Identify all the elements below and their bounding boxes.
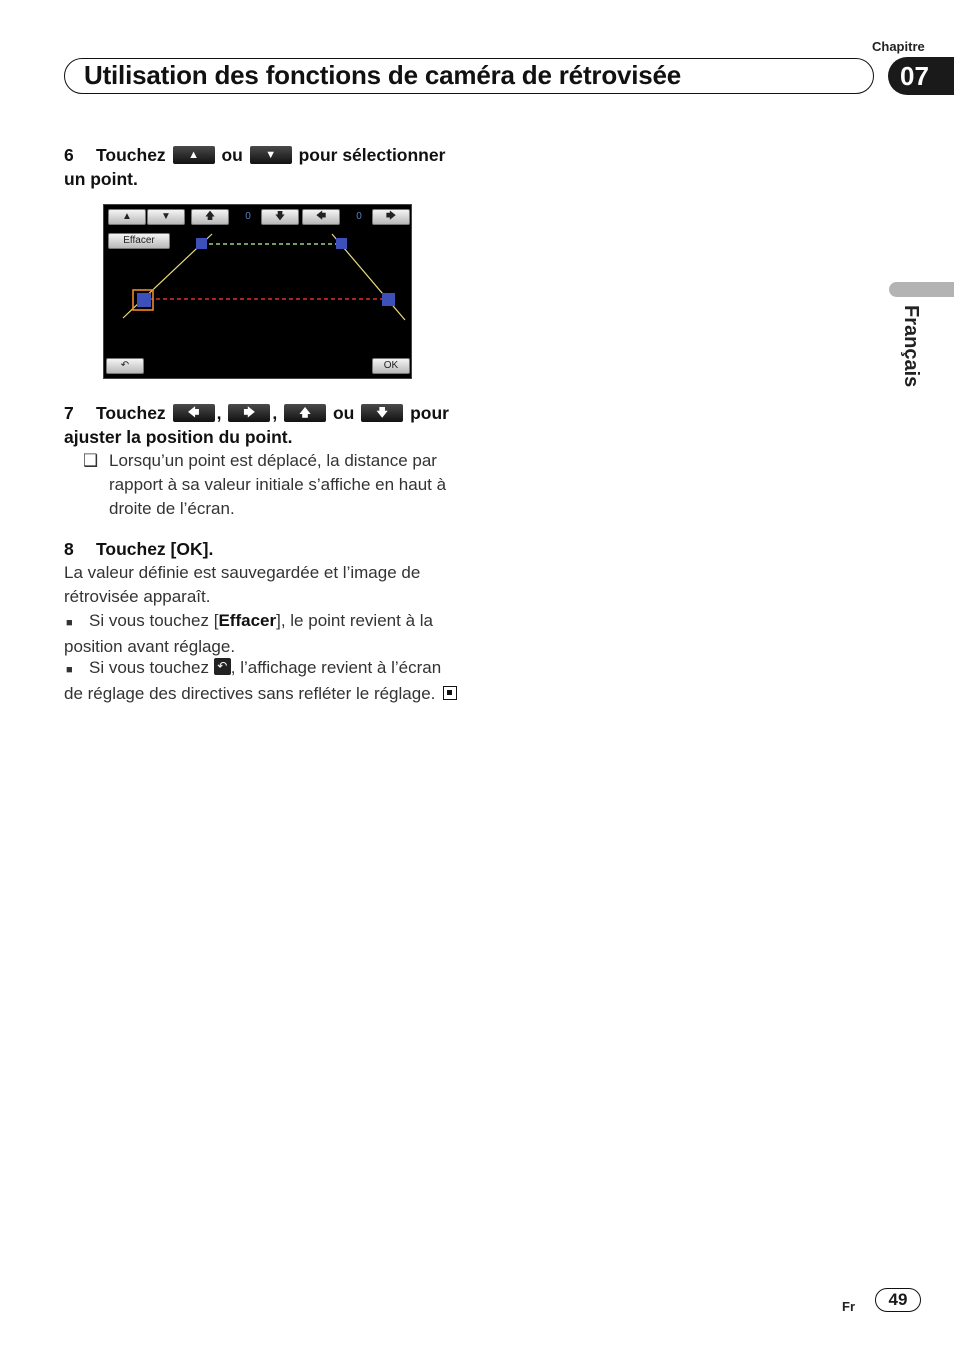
- chapter-label: Chapitre: [872, 39, 925, 54]
- ok-button[interactable]: OK: [372, 358, 410, 374]
- clear-button[interactable]: Effacer: [108, 233, 170, 249]
- right-arrow-icon: 🡆: [228, 404, 270, 422]
- bullet-2-b: , l’affichage revient à l’écran de réglage des directives sans refléter le réglage.: [64, 658, 442, 703]
- step-7: [64, 401, 464, 449]
- horizontal-offset-value: 0: [356, 211, 362, 222]
- back-return-icon: ↶: [214, 658, 231, 675]
- point-top-right[interactable]: [336, 238, 347, 249]
- step-6-text-c: pour sélectionner: [298, 145, 446, 165]
- language-tab-bar: [889, 282, 954, 297]
- vertical-offset-value: 0: [245, 211, 251, 222]
- step-7-text-e: pour: [410, 403, 449, 423]
- step-7-note: Lorsqu’un point est déplacé, la distance par rapport à sa valeur initiale s’affiche en haut à droite de l’écran.: [109, 451, 447, 518]
- down-triangle-icon: ▼: [161, 211, 171, 222]
- step-7-text-a: Touchez: [96, 403, 166, 423]
- bullet-1-a: Si vous touchez [: [89, 611, 219, 630]
- step-6: [64, 143, 464, 191]
- down-arrow-icon: 🡇: [361, 404, 403, 422]
- step-6-text-d: un point.: [64, 169, 138, 189]
- bullet-1-c: ], le point revient à la position avant réglage.: [64, 611, 433, 656]
- left-arrow-icon: 🡄: [173, 404, 215, 422]
- guide-adjust-screen: [103, 204, 412, 379]
- step-6-number: 6: [64, 145, 74, 165]
- bullet-back: [64, 656, 459, 706]
- point-top-left[interactable]: [196, 238, 207, 249]
- step-8-heading: Touchez [OK].: [96, 539, 214, 559]
- square-bullet-icon: ■: [66, 664, 73, 676]
- back-return-icon: ↶: [120, 360, 130, 371]
- up-arrow-icon: 🡅: [204, 211, 216, 222]
- point-bottom-left-selected[interactable]: [137, 293, 151, 307]
- page-number: 49: [875, 1288, 921, 1312]
- step-7-text-c: ,: [272, 403, 278, 423]
- step-8-number: 8: [64, 539, 74, 559]
- step-6-text-b: ou: [221, 145, 243, 165]
- bullet-2-a: Si vous touchez: [89, 658, 210, 677]
- down-arrow-icon: 🡇: [274, 211, 286, 222]
- footer-language-code: Fr: [842, 1299, 855, 1314]
- language-tab-label: Français: [900, 305, 922, 388]
- point-bottom-right[interactable]: [382, 293, 395, 306]
- checkbox-bullet-icon: ❑: [83, 451, 99, 470]
- step-7-text-f: ajuster la position du point.: [64, 427, 293, 447]
- left-arrow-icon: 🡄: [315, 211, 327, 222]
- down-triangle-icon: ▼: [250, 146, 292, 164]
- page-title: Utilisation des fonctions de caméra de rétrovisée: [84, 60, 682, 90]
- bullet-1-b: Effacer: [218, 611, 277, 630]
- bullet-effacer: [64, 609, 459, 659]
- step-8-body: La valeur définie est sauvegardée et l’image de rétrovisée apparaît.: [64, 563, 421, 606]
- back-button[interactable]: [106, 358, 144, 374]
- up-arrow-icon: 🡅: [284, 404, 326, 422]
- step-7-text-b: ,: [216, 403, 222, 423]
- step-7-number: 7: [64, 403, 74, 423]
- step-7-text-d: ou: [332, 403, 355, 423]
- step-6-text-a: Touchez: [96, 145, 166, 165]
- guide-lines: [104, 205, 411, 378]
- up-triangle-icon: ▲: [122, 211, 132, 222]
- square-bullet-icon: ■: [66, 617, 73, 629]
- right-arrow-icon: 🡆: [385, 211, 397, 222]
- end-mark-icon: [443, 686, 457, 700]
- step-8: [64, 537, 464, 561]
- chapter-number-badge: 07: [888, 57, 954, 95]
- up-triangle-icon: ▲: [173, 146, 215, 164]
